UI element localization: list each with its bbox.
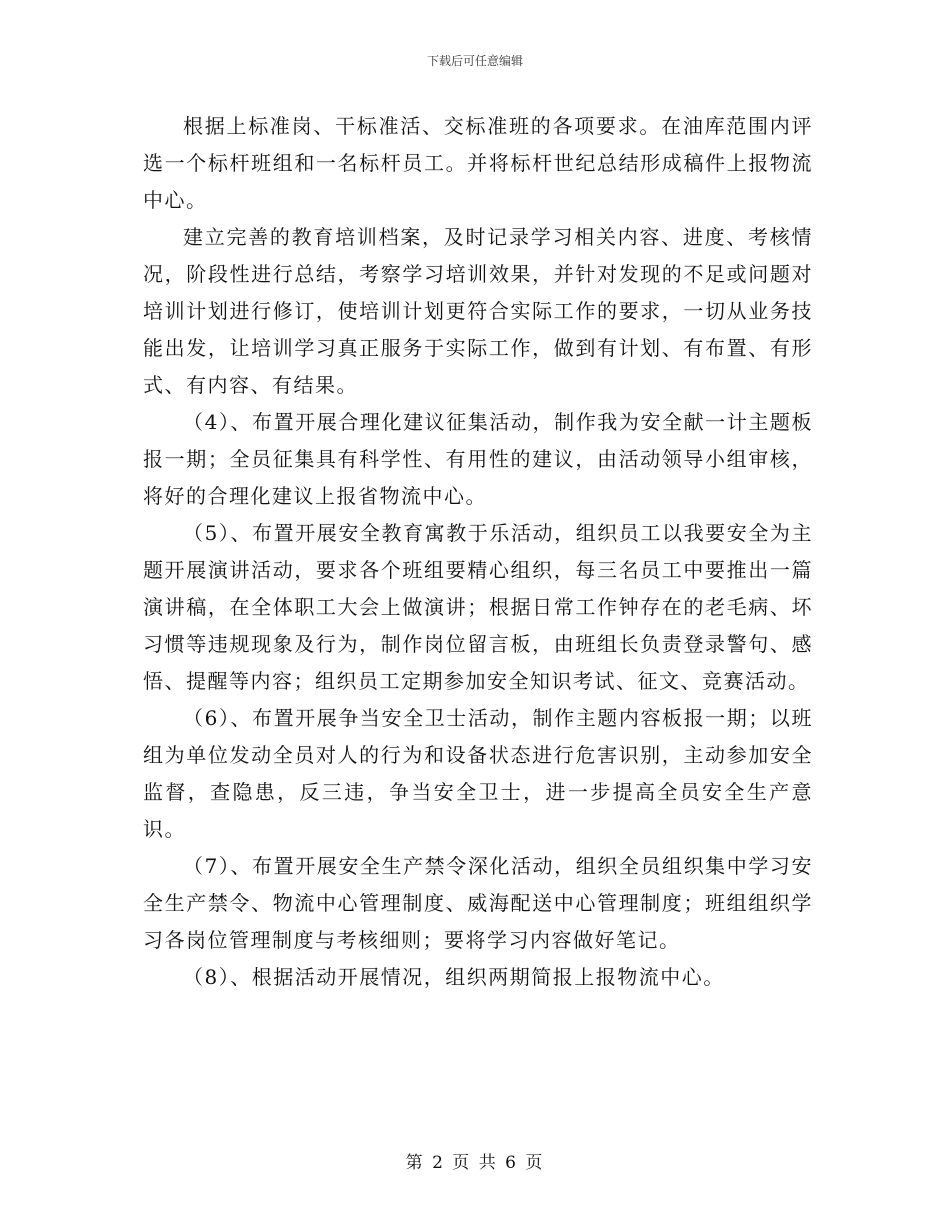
paragraph: 根据上标准岗、干标准活、交标准班的各项要求。在油库范围内评选一个标杆班组和一名标杆员工。并将标杆世纪总结形成稿件上报物流中心。 bbox=[143, 114, 813, 212]
paragraph: （6）、布置开展争当安全卫士活动，制作主题内容板报一期；以班组为单位发动全员对人的行为和设备状态进行危害识别，主动参加安全监督，查隐患，反三违，争当安全卫士，进一步提高全员安全生产意识。 bbox=[143, 706, 813, 841]
paragraph: （8）、根据活动开展情况，组织两期简报上报物流中心。 bbox=[183, 965, 725, 989]
document-body bbox=[143, 108, 813, 996]
paragraph: 建立完善的教育培训档案，及时记录学习相关内容、进度、考核情况，阶段性进行总结，考察学习培训效果，并针对发现的不足或问题对培训计划进行修订，使培训计划更符合实际工作的要求，一切从业务技能出发，让培训学习真正服务于实际工作，做到有计划、有布置、有形式、有内容、有结果。 bbox=[143, 225, 813, 397]
paragraph: （7）、布置开展安全生产禁令深化活动，组织全员组织集中学习安全生产禁令、物流中心管理制度、威海配送中心管理制度；班组组织学习各岗位管理制度与考核细则；要将学习内容做好笔记。 bbox=[143, 854, 813, 952]
paragraph: （4）、布置开展合理化建议征集活动，制作我为安全献一计主题板报一期；全员征集具有科学性、有用性的建议，由活动领导小组审核，将好的合理化建议上报省物流中心。 bbox=[143, 410, 813, 508]
paragraph: （5）、布置开展安全教育寓教于乐活动，组织员工以我要安全为主题开展演讲活动，要求各个班组要精心组织，每三名员工中要推出一篇演讲稿，在全体职工大会上做演讲；根据日常工作钟存在的老毛病、坏习惯等违规现象及行为，制作岗位留言板，由班组长负责登录警句、感悟、提醒等内容；组织员工定期参加安全知识考试、征文、竞赛活动。 bbox=[143, 521, 813, 693]
page-number-footer: 第 2 页 共 6 页 bbox=[405, 1153, 545, 1173]
page-header: 下载后可任意编辑 bbox=[426, 54, 523, 68]
